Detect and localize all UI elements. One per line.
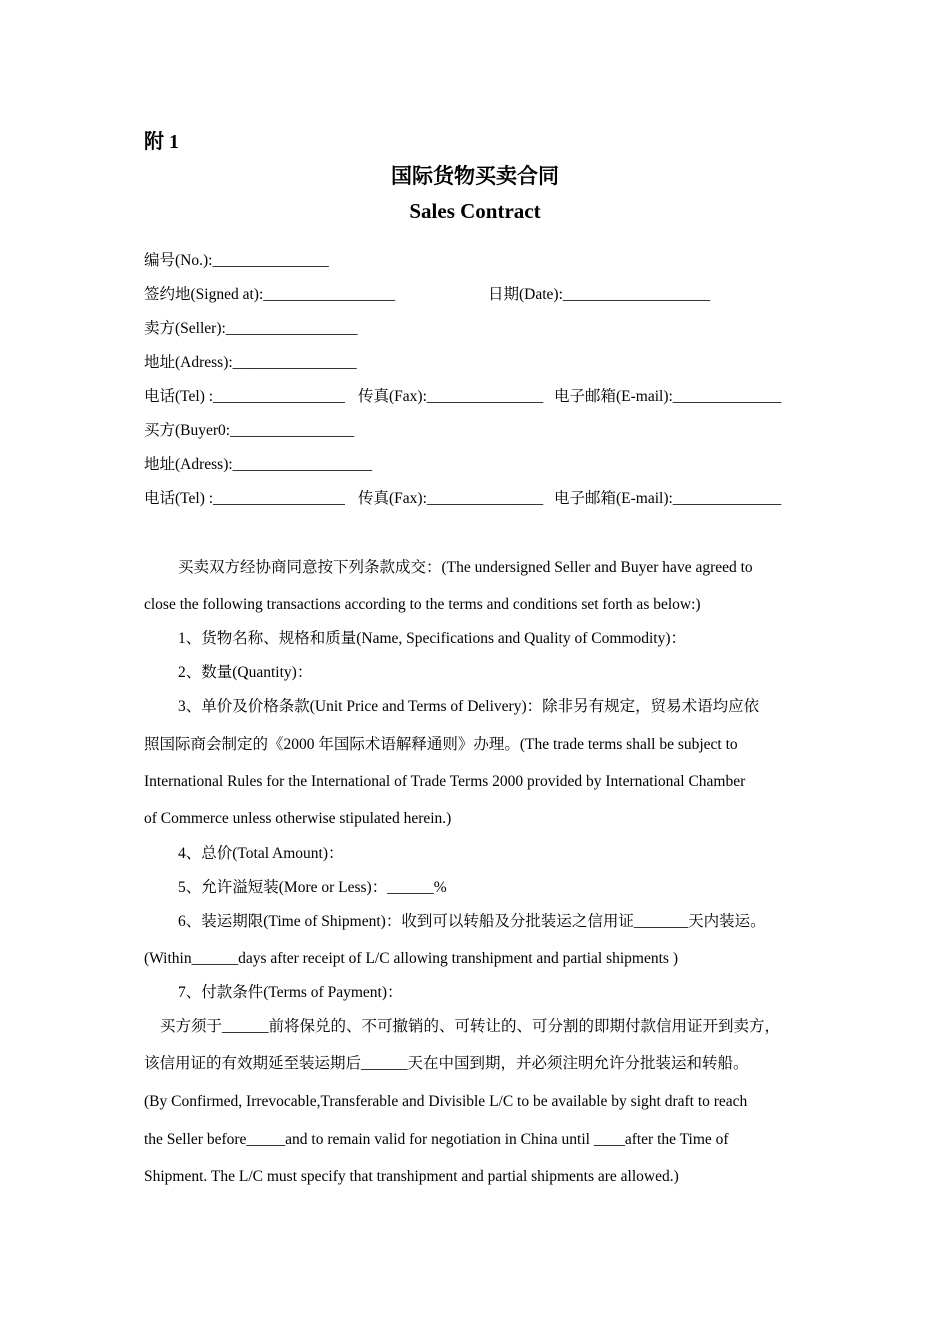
field-seller-address: 地址(Adress):________________ (144, 354, 357, 371)
clause-2: 2、数量(Quantity)： (178, 664, 313, 681)
appendix-label: 附 1 (144, 131, 179, 153)
clause-3-line-3: International Rules for the International of Trade Terms 2000 provided by International Chamber (144, 773, 746, 790)
clause-7-line-3: (By Confirmed, Irrevocable,Transferable and Divisible L/C to be available by sight draft to reach (144, 1093, 748, 1110)
clause-3-line-2: 照国际商会制定的《2000 年国际术语解释通则》办理。(The trade terms shall be subject to (144, 736, 738, 753)
clause-7-line-2: 该信用证的有效期延至装运期后______天在中国到期，并必须注明允许分批装运和转船。 (144, 1055, 749, 1072)
field-buyer-address: 地址(Adress):__________________ (144, 456, 373, 473)
field-no: 编号(No.):_______________ (144, 252, 329, 269)
clause-6-line-1: 6、装运期限(Time of Shipment)：收到可以转船及分批装运之信用证_______天内装运。 (178, 913, 766, 930)
clause-7-line-5: Shipment. The L/C must specify that transhipment and partial shipments are allowed.) (144, 1168, 679, 1185)
field-buyer: 买方(Buyer0:________________ (144, 422, 355, 439)
clause-3-line-1: 3、单价及价格条款(Unit Price and Terms of Delivery)：除非另有规定，贸易术语均应依 (178, 698, 760, 715)
clause-6-line-2: (Within______days after receipt of L/C allowing transhipment and partial shipments ) (144, 950, 678, 967)
clause-5: 5、允许溢短装(More or Less)：______% (178, 879, 447, 896)
clause-3-line-4: of Commerce unless otherwise stipulated herein.) (144, 810, 452, 827)
clause-7: 7、付款条件(Terms of Payment)： (178, 984, 403, 1001)
field-seller-fax: 传真(Fax):_______________ (358, 388, 544, 405)
title-english: Sales Contract (409, 199, 541, 223)
clause-1: 1、货物名称、规格和质量(Name, Specifications and Quality of Commodity)： (178, 630, 686, 647)
clause-4: 4、总价(Total Amount)： (178, 845, 344, 862)
field-seller-email: 电子邮箱(E-mail):______________ (554, 388, 782, 405)
field-buyer-fax: 传真(Fax):_______________ (358, 490, 544, 507)
field-seller: 卖方(Seller):_________________ (144, 320, 358, 337)
field-buyer-tel: 电话(Tel) :_________________ (144, 490, 345, 507)
clause-7-line-4: the Seller before_____and to remain valid for negotiation in China until ____after the Time of (144, 1131, 729, 1148)
field-seller-tel: 电话(Tel) :_________________ (144, 388, 345, 405)
intro-line-2: close the following transactions according to the terms and conditions set forth as below:) (144, 596, 701, 613)
field-buyer-email: 电子邮箱(E-mail):______________ (554, 490, 782, 507)
title-chinese: 国际货物买卖合同 (391, 164, 559, 188)
clause-7-line-1: 买方须于______前将保兑的、不可撤销的、可转让的、可分割的即期付款信用证开到卖方， (160, 1018, 781, 1035)
field-signed-at: 签约地(Signed at):_________________ (144, 286, 395, 303)
field-date: 日期(Date):___________________ (488, 286, 711, 303)
intro-line-1: 买卖双方经协商同意按下列条款成交：(The undersigned Seller and Buyer have agreed to (178, 559, 753, 576)
